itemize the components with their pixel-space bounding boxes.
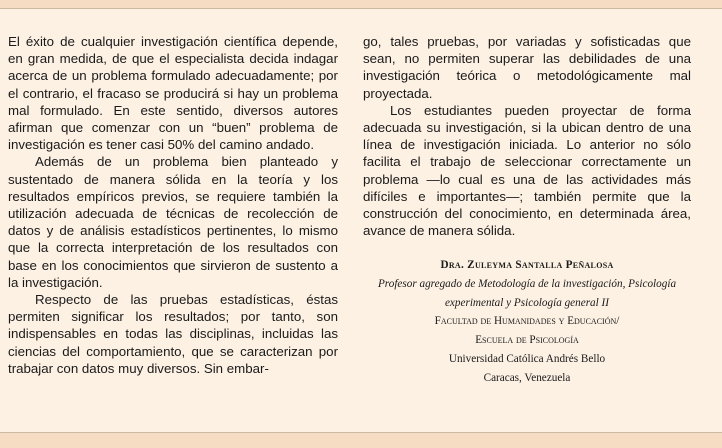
author-school: Escuela de Psicología — [475, 334, 579, 347]
paragraph-continuation: go, tales pruebas, por variadas y sofisticadas que sean, no permiten superar las debilidades de una investigación teórica o metodológicamente mal proyectada. — [363, 34, 691, 101]
paragraph-success: El éxito de cualquier investigación científica depende, en gran medida, de que el especialista decida indagar acerca de un problema formulado adecuadamente; por el contrario, el fracaso se producirá si hay un problema mal formulado. En este sentido, diversos autores afirman que comenzar con un “buen” problema de investigación es tener casi 50% del camino andado. — [8, 34, 338, 153]
author-city: Caracas, Venezuela — [483, 371, 571, 384]
author-role-line-1: Profesor agregado de Metodología de la investigación, Psicología — [377, 277, 677, 290]
top-rule — [0, 8, 722, 9]
author-name: Dra. Zuleyma Santalla Peñalosa — [440, 259, 614, 271]
left-column — [8, 33, 338, 377]
paragraph-techniques: Además de un problema bien planteado y sustentado de manera sólida en la teoría y los resultados empíricos previos, se requiere también la utilización adecuada de técnicas de recolección de datos y de análisis estadísticos pertinentes, lo mismo que la correcta interpretación de los resultados con base en los conocimientos que sirvieron de sustento a la investigación. — [8, 154, 338, 290]
paragraph-students: Los estudiantes pueden proyectar de forma adecuada su investigación, si la ubican dentro de una línea de investigación iniciada. Lo anterior no sólo facilita el trabajo de seleccionar correctamente un problema —lo cual es una de las actividades más difíciles e importantes—; también permite que la construcción del conocimiento, en determinada área, avance de manera sólida. — [363, 102, 691, 239]
author-signature — [363, 256, 691, 388]
paragraph-statistics: Respecto de las pruebas estadísticas, éstas permiten significar los resultados; por tanto, son indispensables en todas las disciplinas, incluidas las ciencias del comportamiento, que se caracterizan por trabajar con datos muy diversos. Sin embar- — [8, 292, 338, 376]
bottom-band — [0, 433, 722, 448]
author-role-line-2: experimental y Psicología general II — [444, 296, 610, 309]
right-column — [363, 33, 691, 239]
author-university: Universidad Católica Andrés Bello — [448, 352, 606, 365]
author-faculty: Facultad de Humanidades y Educación/ — [434, 315, 620, 328]
top-band — [0, 0, 722, 8]
